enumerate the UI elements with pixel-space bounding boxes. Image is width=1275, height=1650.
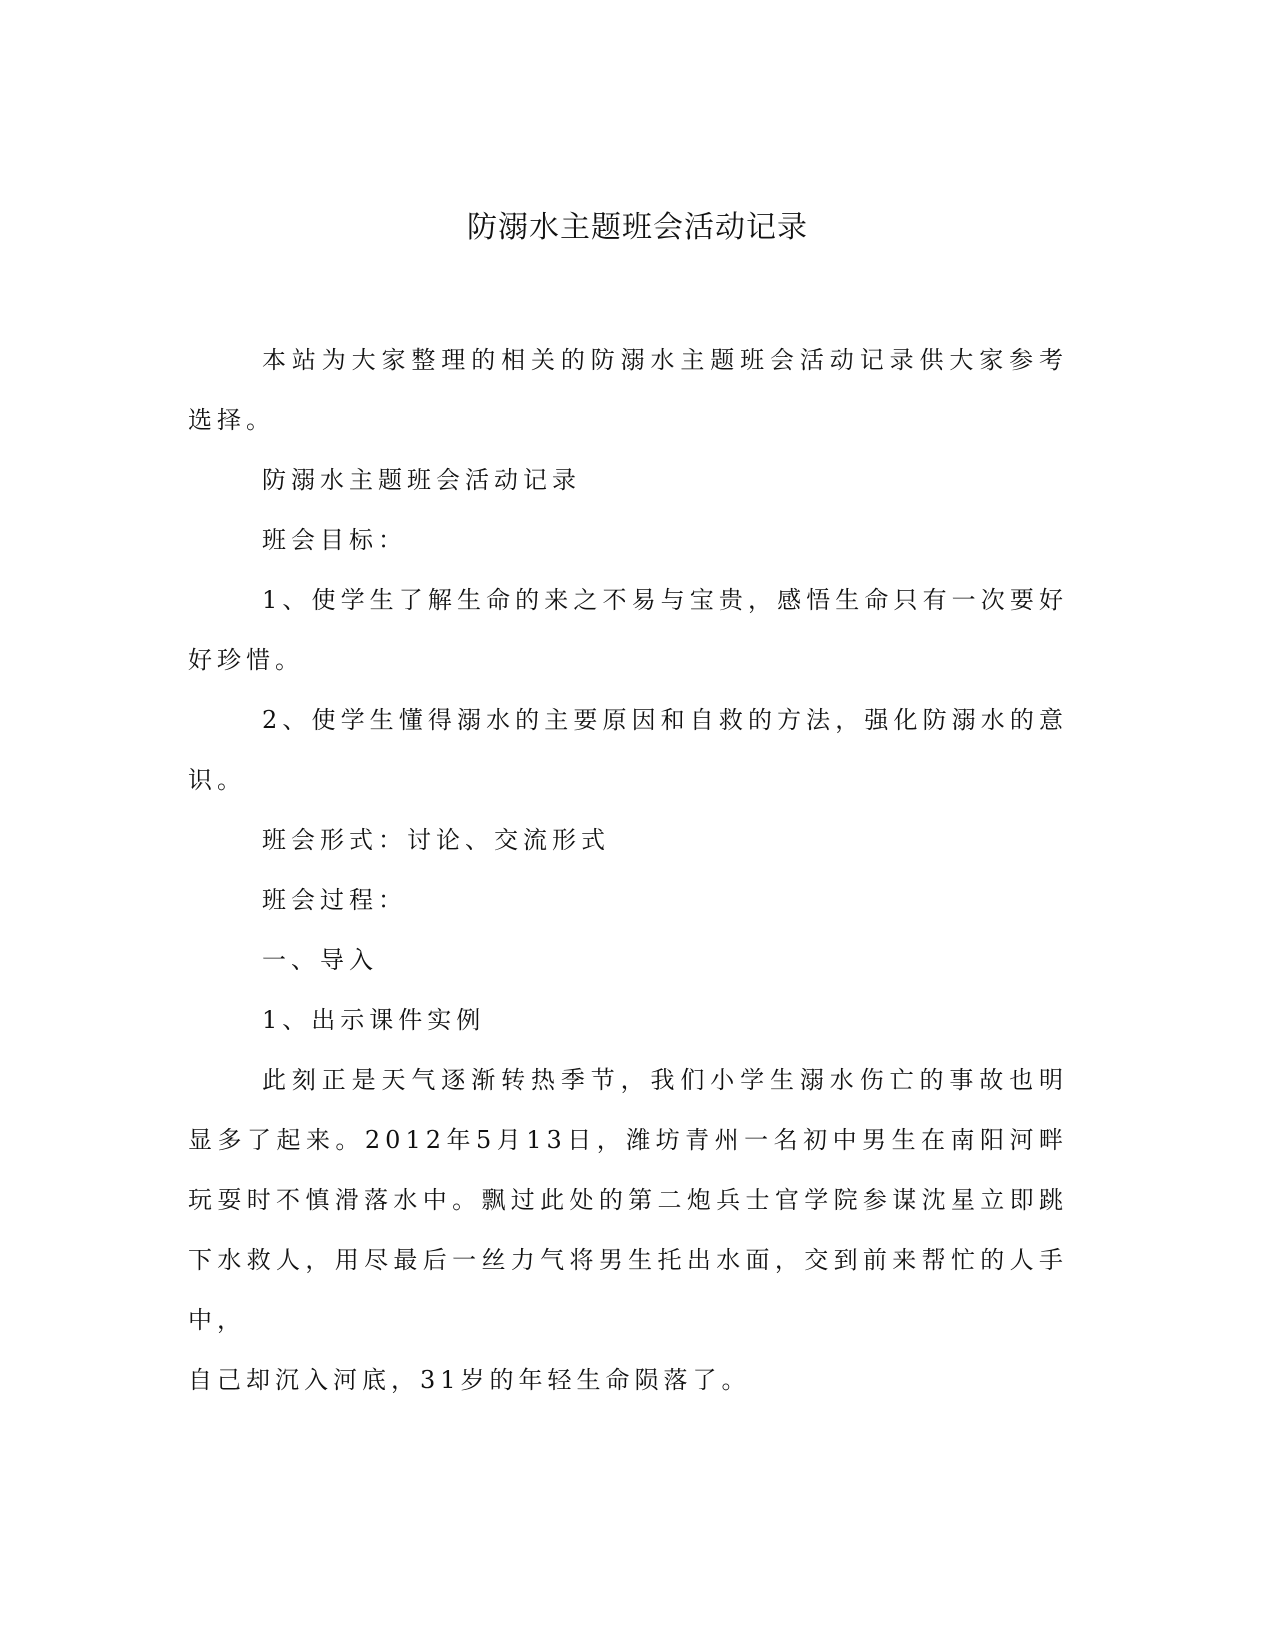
paragraph-example-end: 自己却沉入河底，31岁的年轻生命陨落了。	[188, 1366, 751, 1394]
paragraph-goal-heading: 班会目标：	[262, 526, 407, 554]
paragraph-process-heading: 班会过程：	[262, 886, 407, 914]
paragraph-format: 班会形式：讨论、交流形式	[262, 826, 610, 854]
paragraph-goal-2: 2、使学生懂得溺水的主要原因和自救的方法，强化防溺水的意识。	[188, 706, 1068, 794]
paragraph-intro: 本站为大家整理的相关的防溺水主题班会活动记录供大家参考选择。	[188, 346, 1068, 434]
paragraph-goal-1: 1、使学生了解生命的来之不易与宝贵，感悟生命只有一次要好好珍惜。	[188, 586, 1068, 674]
paragraph-subtitle: 防溺水主题班会活动记录	[262, 466, 581, 494]
document-title: 防溺水主题班会活动记录	[467, 210, 808, 245]
paragraph-example: 此刻正是天气逐渐转热季节，我们小学生溺水伤亡的事故也明显多了起来。2012年5月13日，潍坊青州一名初中男生在南阳河畔玩耍时不慎滑落水中。飘过此处的第二炮兵士官学院参谋沈星立即跳下水救人，用尽最后一丝力气将男生托出水面，交到前来帮忙的人手中，	[188, 1066, 1068, 1334]
document-body	[188, 330, 1068, 1410]
paragraph-item-1: 1、出示课件实例	[262, 1006, 486, 1034]
paragraph-section-1: 一、导入	[262, 946, 378, 974]
